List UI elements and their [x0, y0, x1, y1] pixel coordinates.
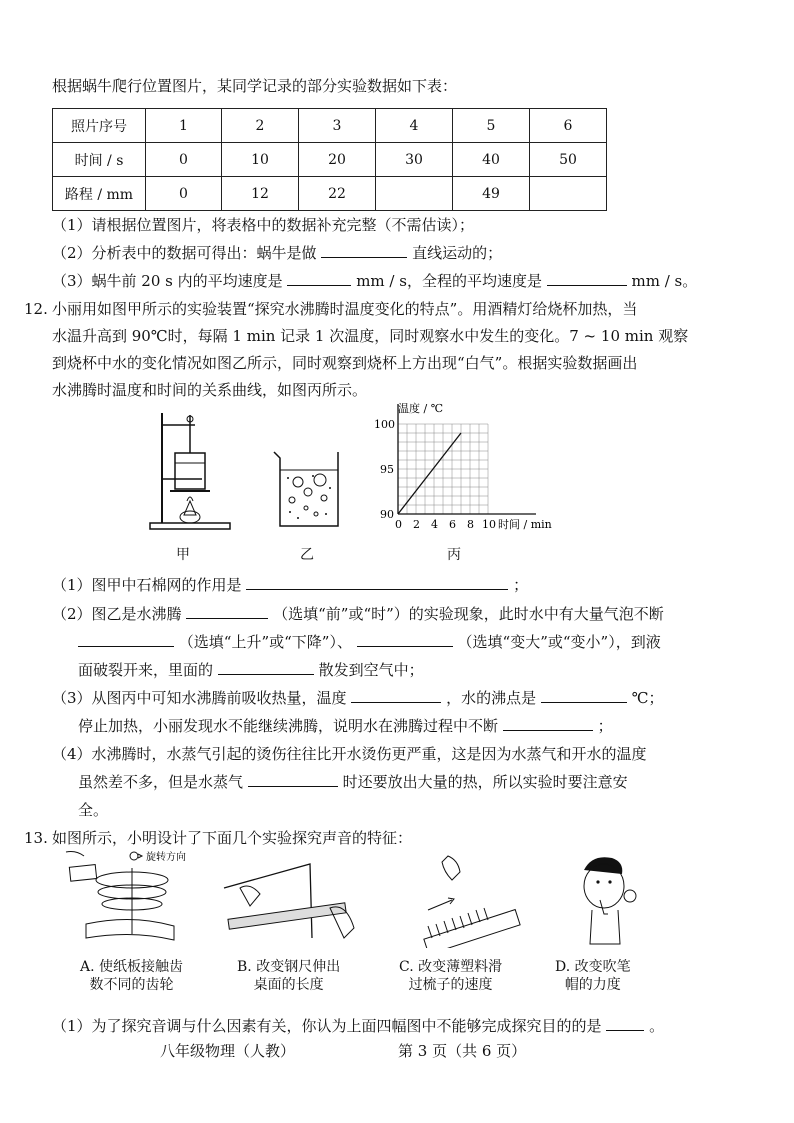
- caption-line: D. 改变吹笔: [555, 959, 631, 975]
- table-row: [53, 143, 607, 177]
- q13-sub1: [52, 1016, 664, 1036]
- caption-line: 过梳子的速度: [408, 977, 493, 993]
- q13-stem: 如图所示，小明设计了下面几个实验探究声音的特征：: [52, 829, 413, 847]
- text: 面破裂开来，里面的: [78, 661, 214, 679]
- text: ；: [513, 576, 529, 594]
- caption-line: 帽的力度: [564, 977, 621, 993]
- caption-d: [555, 958, 631, 994]
- text: （选填“变大”或“变小”），到液: [457, 633, 661, 651]
- text: （3）蜗牛前 20 s 内的平均速度是: [52, 272, 283, 290]
- table-cell: 5: [453, 109, 530, 143]
- rotation-direction-label: 旋转方向: [146, 852, 186, 863]
- answer-blank[interactable]: [357, 632, 453, 647]
- table-cell-blank[interactable]: [530, 177, 607, 211]
- answer-blank[interactable]: [541, 688, 627, 703]
- text: （选填“上升”或“下降”）、: [178, 633, 352, 651]
- answer-blank[interactable]: [248, 772, 338, 787]
- q12-stem: 水沸腾时温度和时间的关系曲线，如图丙所示。: [52, 381, 368, 399]
- text: ，水的沸点是: [446, 689, 537, 707]
- pen-cap-figure: [572, 852, 642, 946]
- q12-stem: 小丽用如图甲所示的实验装置“探究水沸腾时温度变化的特点”。用酒精灯给烧杯加热，当: [52, 300, 638, 318]
- answer-blank[interactable]: [218, 660, 314, 675]
- figure-label-yi: 乙: [300, 547, 314, 563]
- q12-stem: 水温升高到 90℃时，每隔 1 min 记录 1 次温度，同时观察水中发生的变化。7 ~ 10 min 观察: [52, 327, 689, 345]
- q11-part1: （1）请根据位置图片，将表格中的数据补充完整（不需估读）；: [52, 216, 475, 234]
- table-cell: 6: [530, 109, 607, 143]
- table-cell: 50: [530, 143, 607, 177]
- table-intro: 根据蜗牛爬行位置图片，某同学记录的部分实验数据如下表：: [52, 77, 458, 95]
- comb-figure: [418, 852, 528, 948]
- q12-number: 12.: [24, 300, 48, 318]
- table-cell: 20: [299, 143, 376, 177]
- y-tick-label: 100: [374, 418, 395, 431]
- text: （2）分析表中的数据可得出：蜗牛是做: [52, 244, 317, 262]
- caption-c: [399, 958, 502, 994]
- q12-sub4: （4）水沸腾时，水蒸气引起的烫伤往往比开水烫伤更严重，这是因为水蒸气和开水的温度: [52, 745, 647, 763]
- answer-blank[interactable]: [78, 632, 174, 647]
- table-cell: 2: [222, 109, 299, 143]
- q12-sub4-cont: 全。: [78, 801, 109, 819]
- chart-grid: [398, 424, 488, 514]
- table-row: [53, 177, 607, 211]
- table-cell: 1: [146, 109, 222, 143]
- y-axis-label: 温度 / ℃: [398, 402, 444, 415]
- footer-subject: 八年级物理（人教）: [160, 1042, 296, 1060]
- temperature-time-graph: [368, 398, 578, 536]
- answer-blank[interactable]: [503, 716, 593, 731]
- boiling-beaker-figure: [268, 448, 348, 530]
- text: mm / s。: [631, 272, 698, 290]
- q12-sub1: [52, 575, 528, 595]
- q12-sub2: [52, 604, 664, 624]
- answer-blank[interactable]: [186, 604, 268, 619]
- q12-sub4-cont: [78, 772, 628, 792]
- text: 虽然差不多，但是水蒸气: [78, 773, 244, 791]
- caption-b: [237, 958, 340, 994]
- answer-blank[interactable]: [547, 271, 627, 286]
- y-tick-label: 95: [380, 463, 394, 476]
- boiling-apparatus-figure: [140, 405, 235, 535]
- answer-blank[interactable]: [246, 575, 508, 590]
- table-cell: 12: [222, 177, 299, 211]
- q12-sub2-cont: [78, 660, 424, 680]
- table-cell: 40: [453, 143, 530, 177]
- table-cell: 0: [146, 177, 222, 211]
- table-cell: 49: [453, 177, 530, 211]
- text: mm / s，全程的平均速度是: [356, 272, 542, 290]
- q12-sub3-cont: [78, 716, 613, 736]
- x-tick-label: 0: [395, 518, 402, 531]
- row-header: 路程 / mm: [53, 177, 146, 211]
- q13-number: 13.: [24, 829, 48, 847]
- table-cell: 0: [146, 143, 222, 177]
- x-tick-label: 6: [449, 518, 456, 531]
- row-header: 时间 / s: [53, 143, 146, 177]
- row-header: 照片序号: [53, 109, 146, 143]
- y-tick-label: 90: [380, 508, 394, 521]
- caption-a: [80, 958, 183, 994]
- text: 直线运动的；: [412, 244, 503, 262]
- text: （选填“前”或“时”）的实验现象，此时水中有大量气泡不断: [273, 605, 664, 623]
- figure-label-jia: 甲: [176, 547, 190, 563]
- table-cell: 3: [299, 109, 376, 143]
- caption-line: B. 改变钢尺伸出: [237, 959, 341, 975]
- text: 散发到空气中；: [318, 661, 424, 679]
- answer-blank[interactable]: [606, 1016, 644, 1031]
- x-tick-label: 4: [431, 518, 438, 531]
- text: （1）为了探究音调与什么因素有关，你认为上面四幅图中不能够完成探究目的的是: [52, 1017, 602, 1035]
- table-cell: 10: [222, 143, 299, 177]
- answer-blank[interactable]: [321, 243, 407, 258]
- table-cell-blank[interactable]: [376, 177, 453, 211]
- figure-label-bing: 丙: [447, 547, 461, 563]
- gear-card-figure: [62, 848, 202, 948]
- x-tick-label: 10: [482, 518, 496, 531]
- text: ℃；: [631, 689, 664, 707]
- q11-part2: [52, 243, 502, 263]
- table-cell: 30: [376, 143, 453, 177]
- table-cell: 22: [299, 177, 376, 211]
- q12-sub2-cont: [78, 632, 661, 652]
- answer-blank[interactable]: [287, 271, 351, 286]
- text: （3）从图丙中可知水沸腾前吸收热量，温度: [52, 689, 347, 707]
- x-tick-label: 8: [467, 518, 474, 531]
- text: 。: [649, 1017, 665, 1035]
- table-row: [53, 109, 607, 143]
- text: （2）图乙是水沸腾: [52, 605, 182, 623]
- caption-line: C. 改变薄塑料滑: [399, 959, 503, 975]
- footer-page-number: 第 3 页（共 6 页）: [398, 1042, 527, 1060]
- q12-stem: 到烧杯中水的变化情况如图乙所示，同时观察到烧杯上方出现“白气”。根据实验数据画出: [52, 354, 638, 372]
- caption-line: 桌面的长度: [253, 977, 324, 993]
- text: ；: [597, 717, 613, 735]
- q12-sub3: [52, 688, 663, 708]
- x-tick-label: 2: [413, 518, 420, 531]
- temperature-line: [398, 433, 461, 514]
- steel-ruler-figure: [220, 858, 370, 948]
- x-axis-label: 时间 / min: [498, 518, 552, 531]
- caption-line: A. 使纸板接触齿: [80, 959, 184, 975]
- text: 停止加热，小丽发现水不能继续沸腾，说明水在沸腾过程中不断: [78, 717, 499, 735]
- q11-part3: [52, 271, 697, 291]
- text: （1）图甲中石棉网的作用是: [52, 576, 242, 594]
- caption-line: 数不同的齿轮: [89, 977, 174, 993]
- text: 时还要放出大量的热，所以实验时要注意安: [342, 773, 628, 791]
- table-cell: 4: [376, 109, 453, 143]
- snail-data-table: [52, 108, 607, 211]
- answer-blank[interactable]: [351, 688, 441, 703]
